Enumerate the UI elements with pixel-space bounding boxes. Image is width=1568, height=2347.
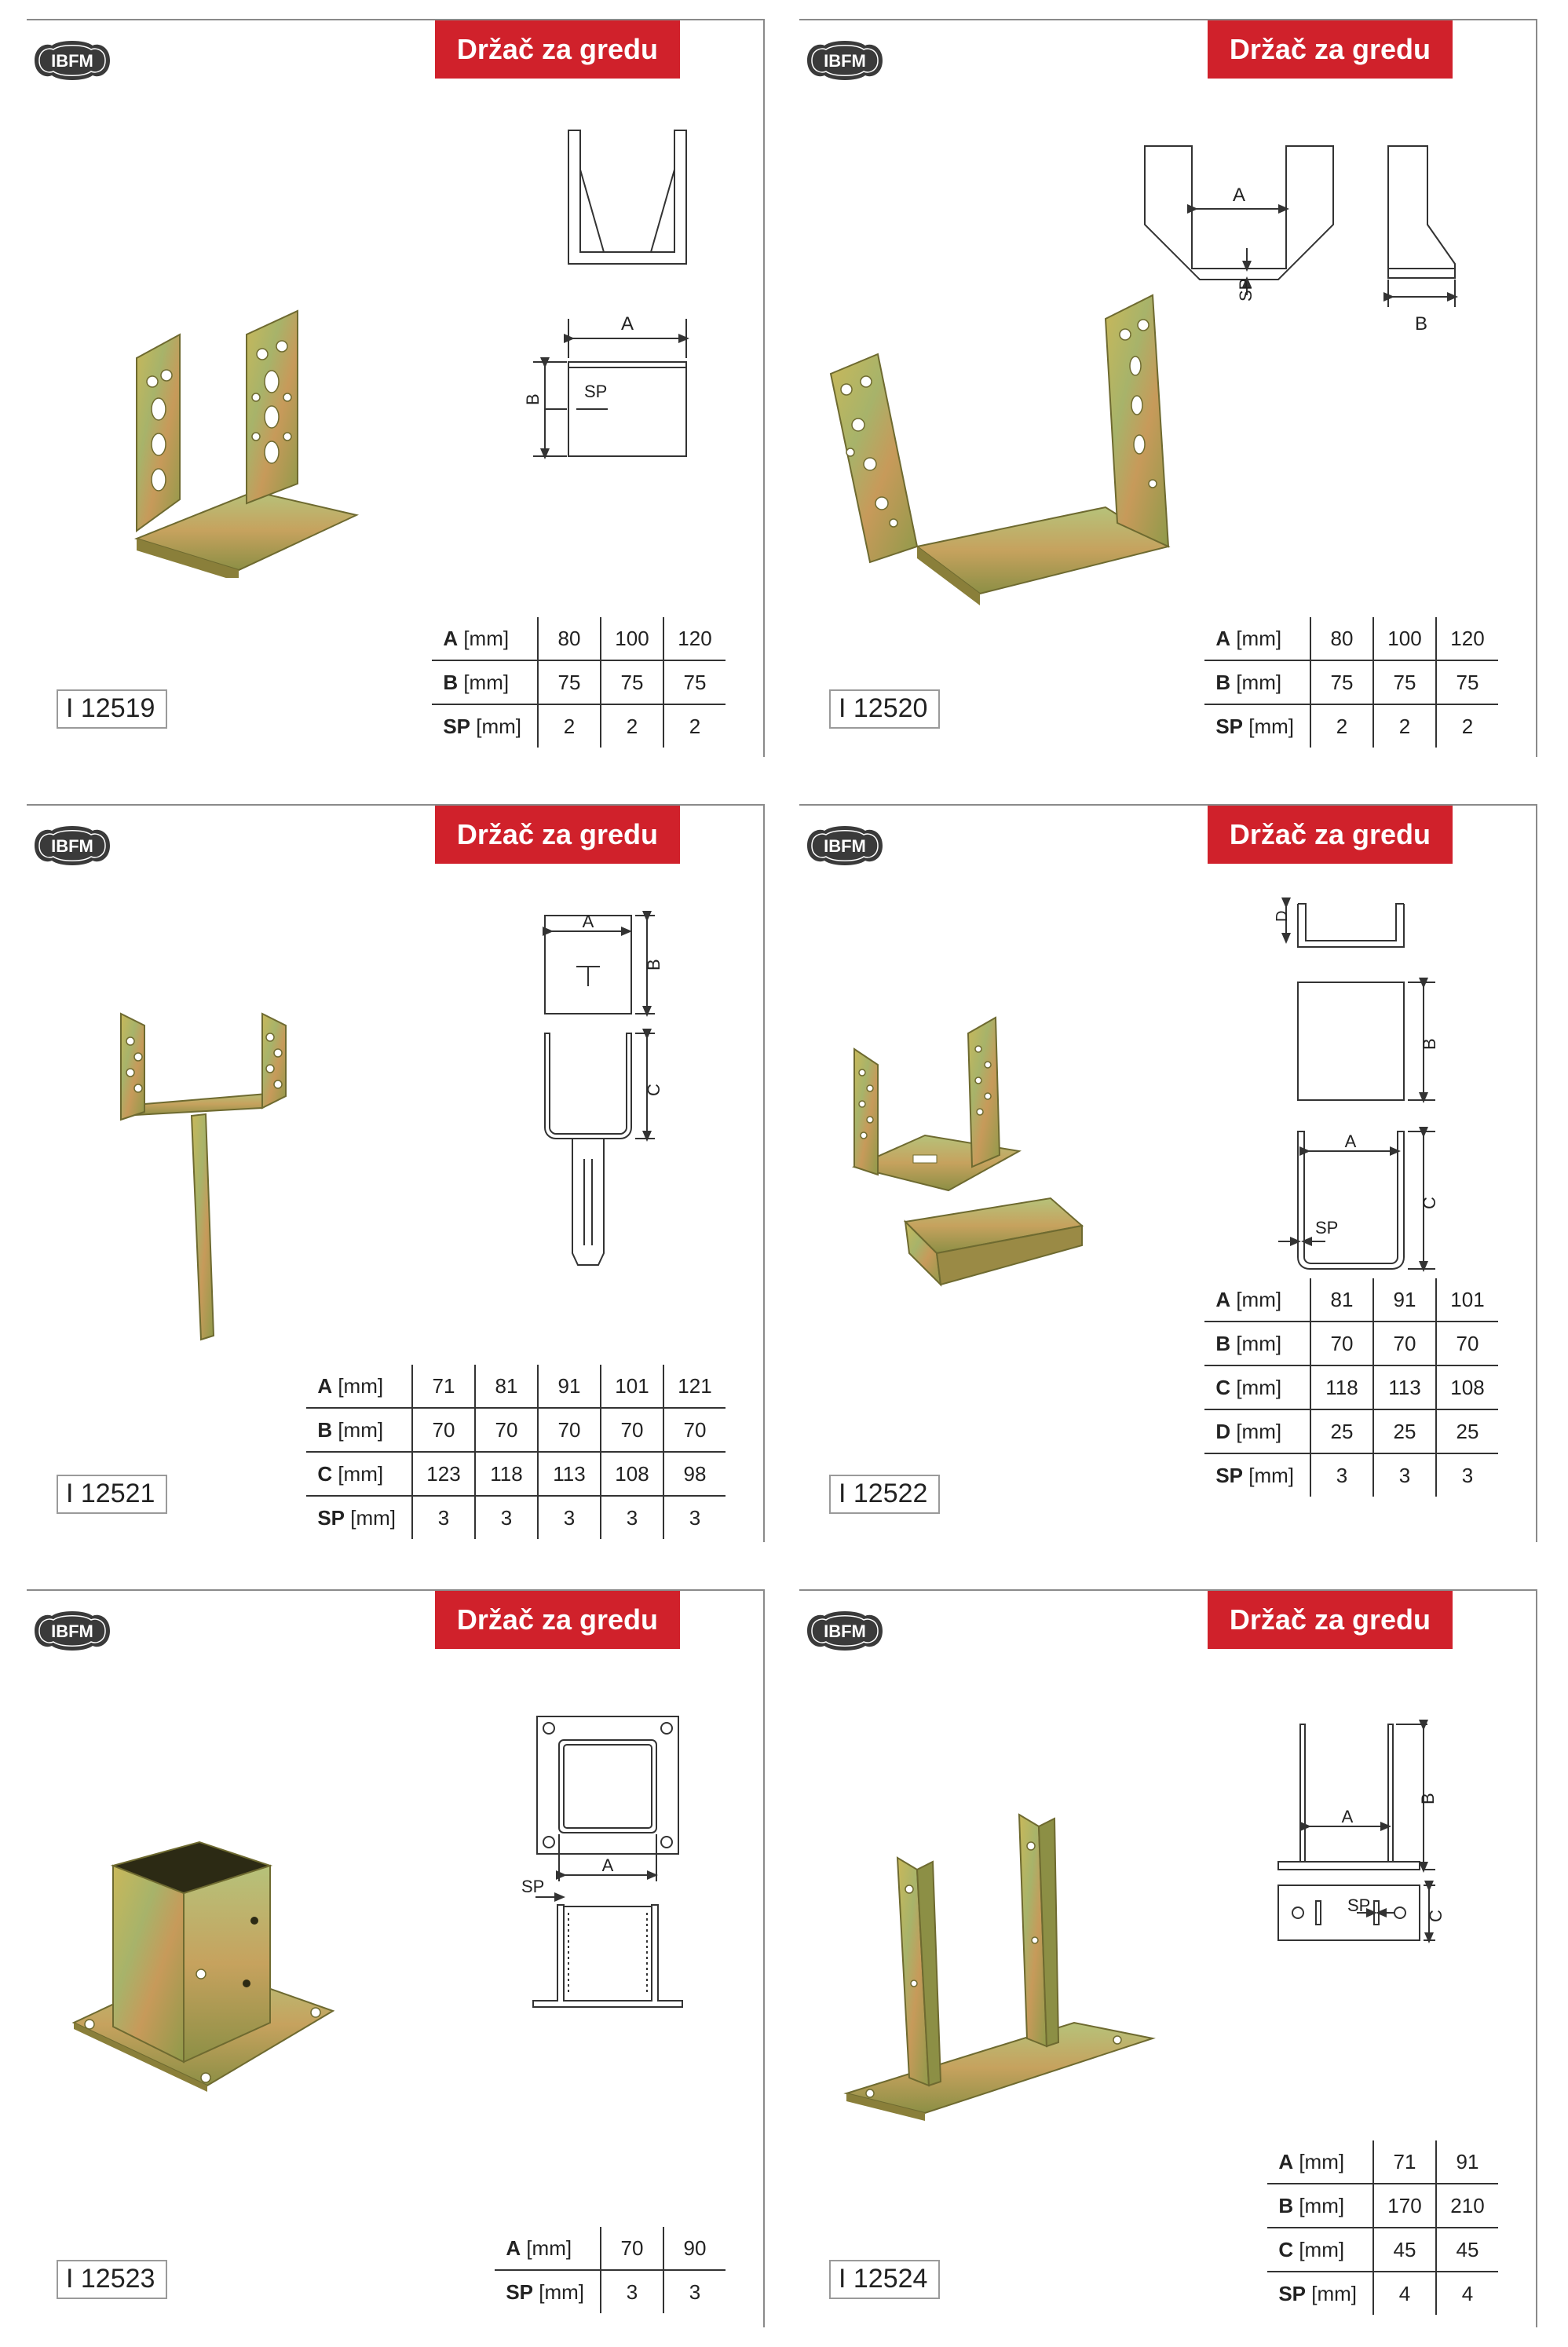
spec-row: A [mm] 70 90	[495, 2227, 726, 2270]
svg-text:B: B	[1418, 1793, 1438, 1804]
svg-text:C: C	[644, 1084, 663, 1096]
product-photo	[66, 1826, 364, 2109]
svg-text:SP: SP	[521, 1877, 545, 1896]
technical-drawing	[1137, 130, 1475, 335]
svg-text:A: A	[1341, 1807, 1354, 1826]
product-card-1	[27, 19, 765, 757]
spec-row: B [mm] 170 210	[1267, 2184, 1498, 2228]
svg-text:IBFM: IBFM	[824, 51, 866, 71]
ibfm-logo	[801, 823, 889, 868]
spec-row: A [mm] 80 100 120	[1204, 617, 1498, 660]
svg-text:SP: SP	[584, 382, 608, 401]
svg-text:IBFM: IBFM	[51, 1621, 93, 1641]
spec-row: A [mm] 81 91 101	[1204, 1278, 1498, 1322]
product-card-3	[27, 804, 765, 1542]
product-code: I 12519	[57, 689, 167, 729]
ibfm-logo	[28, 38, 116, 83]
svg-text:A: A	[1344, 1131, 1357, 1151]
spec-table	[1204, 617, 1498, 748]
technical-drawing	[529, 908, 686, 1316]
spec-row: SP [mm] 2 2 2	[432, 704, 726, 748]
svg-text:B: B	[523, 393, 543, 405]
spec-row: D [mm] 25 25 25	[1204, 1409, 1498, 1453]
spec-table	[306, 1365, 726, 1539]
svg-text:A: A	[620, 313, 634, 335]
ibfm-logo	[801, 38, 889, 83]
spec-table	[1267, 2140, 1498, 2315]
product-card-4	[799, 804, 1537, 1542]
svg-text:C: C	[1420, 1197, 1439, 1209]
spec-row: SP [mm] 3 3 3	[1204, 1453, 1498, 1497]
spec-row: A [mm] 71 81 91 101 121	[306, 1365, 726, 1408]
spec-row: A [mm] 71 91	[1267, 2140, 1498, 2184]
product-photo	[831, 1010, 1129, 1308]
spec-row: B [mm] 75 75 75	[432, 660, 726, 704]
product-code: I 12520	[829, 689, 940, 729]
product-card-5	[27, 1589, 765, 2327]
svg-text:IBFM: IBFM	[51, 836, 93, 856]
svg-text:SP: SP	[1236, 278, 1255, 302]
svg-text:D: D	[1274, 910, 1291, 922]
spec-row: SP [mm] 2 2 2	[1204, 704, 1498, 748]
technical-drawing	[1255, 1709, 1475, 2007]
spec-row: SP [mm] 4 4	[1267, 2272, 1498, 2315]
product-photo	[839, 1803, 1168, 2133]
svg-text:B: B	[1414, 313, 1428, 335]
svg-text:IBFM: IBFM	[824, 836, 866, 856]
spec-row: C [mm] 123 118 113 108 98	[306, 1452, 726, 1496]
svg-text:IBFM: IBFM	[824, 1621, 866, 1641]
title-badge: Držač za gredu	[1208, 806, 1453, 864]
title-badge: Držač za gredu	[435, 1591, 680, 1649]
spec-table	[495, 2227, 726, 2313]
title-badge: Držač za gredu	[435, 20, 680, 79]
spec-row: B [mm] 75 75 75	[1204, 660, 1498, 704]
ibfm-logo	[28, 823, 116, 868]
title-badge: Držač za gredu	[435, 806, 680, 864]
title-badge: Držač za gredu	[1208, 20, 1453, 79]
product-code: I 12524	[829, 2260, 940, 2299]
product-code: I 12521	[57, 1475, 167, 1514]
svg-text:A: A	[601, 1855, 614, 1875]
spec-row: B [mm] 70 70 70 70 70	[306, 1408, 726, 1452]
spec-table	[1204, 1278, 1498, 1497]
svg-text:A: A	[582, 912, 594, 931]
spec-table	[432, 617, 726, 748]
svg-text:SP: SP	[1347, 1896, 1371, 1915]
product-photo	[113, 998, 333, 1343]
spec-row: SP [mm] 3 3 3 3 3	[306, 1496, 726, 1539]
spec-row: B [mm] 70 70 70	[1204, 1322, 1498, 1365]
product-code: I 12523	[57, 2260, 167, 2299]
svg-text:SP: SP	[1315, 1218, 1339, 1237]
svg-text:B: B	[1420, 1038, 1439, 1050]
product-code: I 12522	[829, 1475, 940, 1514]
technical-drawing	[498, 122, 718, 468]
spec-row: C [mm] 118 113 108	[1204, 1365, 1498, 1409]
spec-row: A [mm] 80 100 120	[432, 617, 726, 660]
technical-drawing	[514, 1709, 702, 2023]
svg-text:C: C	[1426, 1910, 1446, 1922]
ibfm-logo	[801, 1608, 889, 1654]
spec-row: C [mm] 45 45	[1267, 2228, 1498, 2272]
product-photo	[823, 287, 1200, 617]
product-photo	[121, 303, 380, 578]
svg-text:B: B	[644, 959, 663, 971]
product-card-2	[799, 19, 1537, 757]
spec-row: SP [mm] 3 3	[495, 2270, 726, 2313]
svg-text:IBFM: IBFM	[51, 51, 93, 71]
svg-text:A: A	[1232, 185, 1246, 206]
title-badge: Držač za gredu	[1208, 1591, 1453, 1649]
product-card-6	[799, 1589, 1537, 2327]
ibfm-logo	[28, 1608, 116, 1654]
